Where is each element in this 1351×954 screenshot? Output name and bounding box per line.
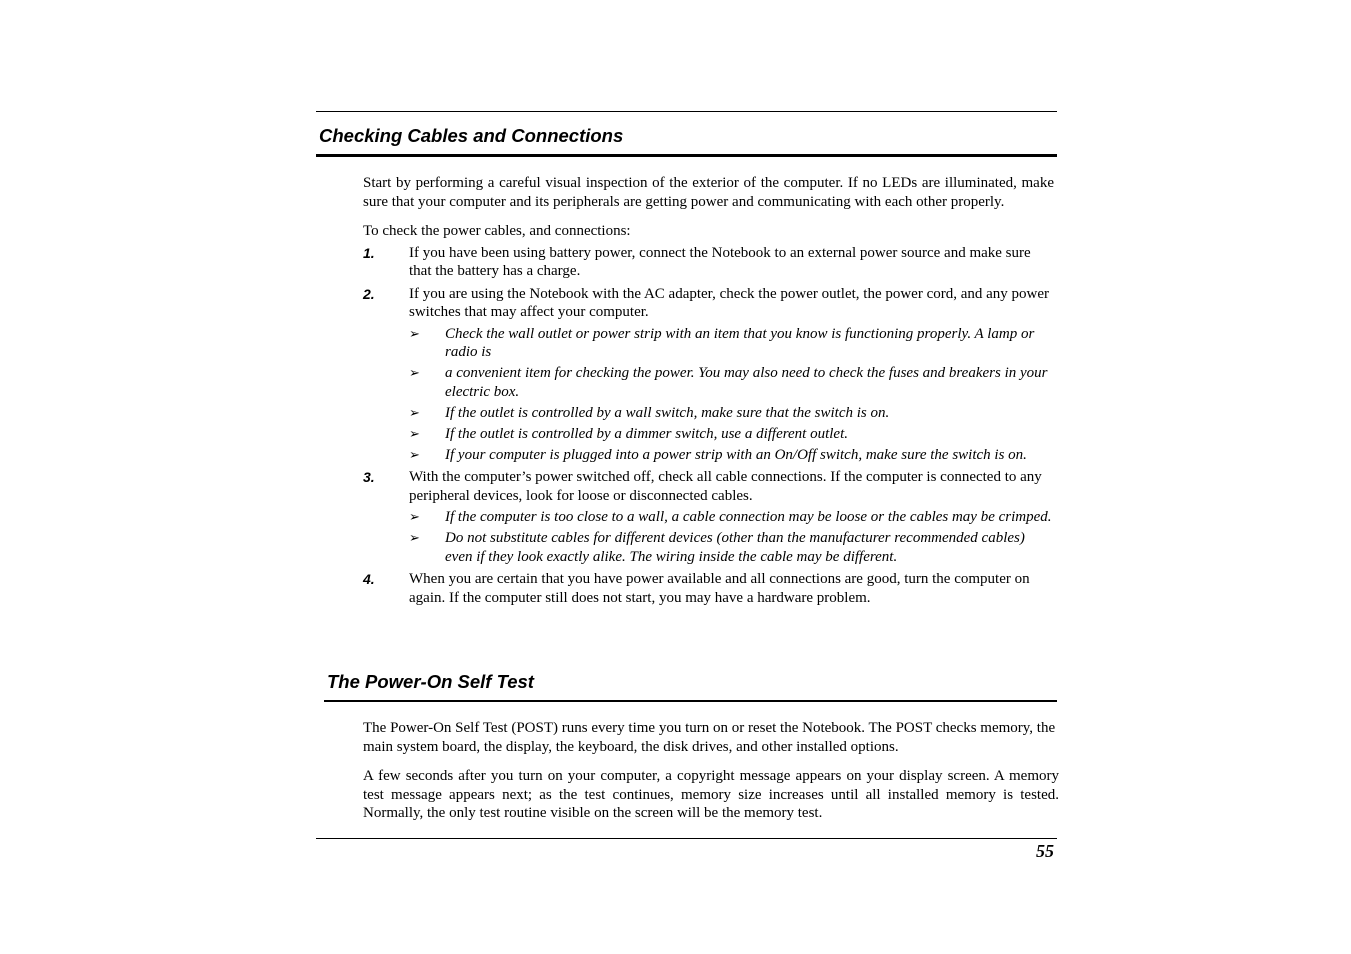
- steps-intro: To check the power cables, and connections:: [363, 223, 631, 239]
- step-item: [363, 285, 1054, 465]
- sub-item-text: If your computer is plugged into a power strip with an On/Off switch, make sure the switch is on.: [445, 446, 1027, 463]
- section-cables-body: [363, 174, 1054, 611]
- sub-item-text: If the outlet is controlled by a wall switch, make sure that the switch is on.: [445, 404, 890, 421]
- bottom-rule: [316, 838, 1057, 839]
- step-number: 2.: [363, 285, 375, 302]
- section-title-post: The Power-On Self Test: [327, 671, 534, 692]
- page-number: 55: [1036, 841, 1054, 861]
- sub-item: [409, 425, 1054, 444]
- step-item: [363, 570, 1054, 607]
- sub-item: [409, 364, 1054, 401]
- paragraph: The Power-On Self Test (POST) runs every time you turn on or reset the Notebook. The POST checks memory, the main system board, the display, the keyboard, the disk drives, and other installed options.: [363, 720, 1056, 755]
- step-item: [363, 468, 1054, 566]
- step-text: If you have been using battery power, connect the Notebook to an external power source and make sure that the battery has a charge.: [409, 244, 1031, 279]
- sub-item: [409, 508, 1054, 527]
- arrowhead-bullet-icon: ➢: [409, 365, 420, 380]
- arrowhead-bullet-icon: ➢: [409, 425, 420, 441]
- section-post-body: [363, 719, 1059, 834]
- section-title-underline: [324, 700, 1057, 702]
- step-number: 1.: [363, 244, 375, 261]
- section-title-cables: Checking Cables and Connections: [319, 125, 624, 146]
- sub-item: [409, 325, 1054, 362]
- sub-list: [409, 508, 1054, 566]
- arrowhead-bullet-icon: ➢: [409, 404, 420, 420]
- arrowhead-bullet-icon: ➢: [409, 530, 420, 545]
- step-number: 3.: [363, 469, 375, 485]
- arrowhead-bullet-icon: ➢: [409, 446, 420, 462]
- top-rule: [316, 111, 1057, 112]
- step-text: If you are using the Notebook with the AC adapter, check the power outlet, the power cord, and any power switches that may affect your computer.: [409, 285, 1050, 320]
- arrowhead-bullet-icon: ➢: [409, 509, 420, 524]
- sub-item: [409, 529, 1054, 566]
- sub-item: [409, 404, 1054, 423]
- step-number: 4.: [363, 571, 375, 587]
- sub-list: [409, 325, 1054, 465]
- section-title-underline: [316, 154, 1057, 157]
- sub-item: [409, 446, 1054, 465]
- paragraph: Start by performing a careful visual inspection of the exterior of the computer. If no LEDs are illuminated, make sure that your computer and its peripherals are getting power and communicating with each other properly.: [363, 175, 1054, 210]
- paragraph: A few seconds after you turn on your computer, a copyright message appears on your display screen. A memory test message appears next; as the test continues, memory size increases until all installed memory is tested. Normally, the only test routine visible on the screen will be the memory test.: [363, 768, 1059, 821]
- sub-item-text: a convenient item for checking the power. You may also need to check the fuses and breakers in your electric box.: [445, 365, 1048, 400]
- step-text: With the computer’s power switched off, check all cable connections. If the computer is connected to any peripheral devices, look for loose or disconnected cables.: [409, 469, 1042, 504]
- sub-item-text: Check the wall outlet or power strip with an item that you know is functioning properly. A lamp or radio is: [445, 325, 1035, 360]
- sub-item-text: Do not substitute cables for different devices (other than the manufacturer recommended cables) even if they look exactly alike. The wiring inside the cable may be different.: [445, 530, 1025, 565]
- sub-item-text: If the outlet is controlled by a dimmer switch, use a different outlet.: [445, 425, 848, 442]
- step-text: When you are certain that you have power available and all connections are good, turn the computer on again. If the computer still does not start, you may have a hardware problem.: [409, 571, 1030, 606]
- arrowhead-bullet-icon: ➢: [409, 325, 420, 341]
- sub-item-text: If the computer is too close to a wall, a cable connection may be loose or the cables may be crimped.: [445, 509, 1052, 525]
- step-item: [363, 244, 1054, 281]
